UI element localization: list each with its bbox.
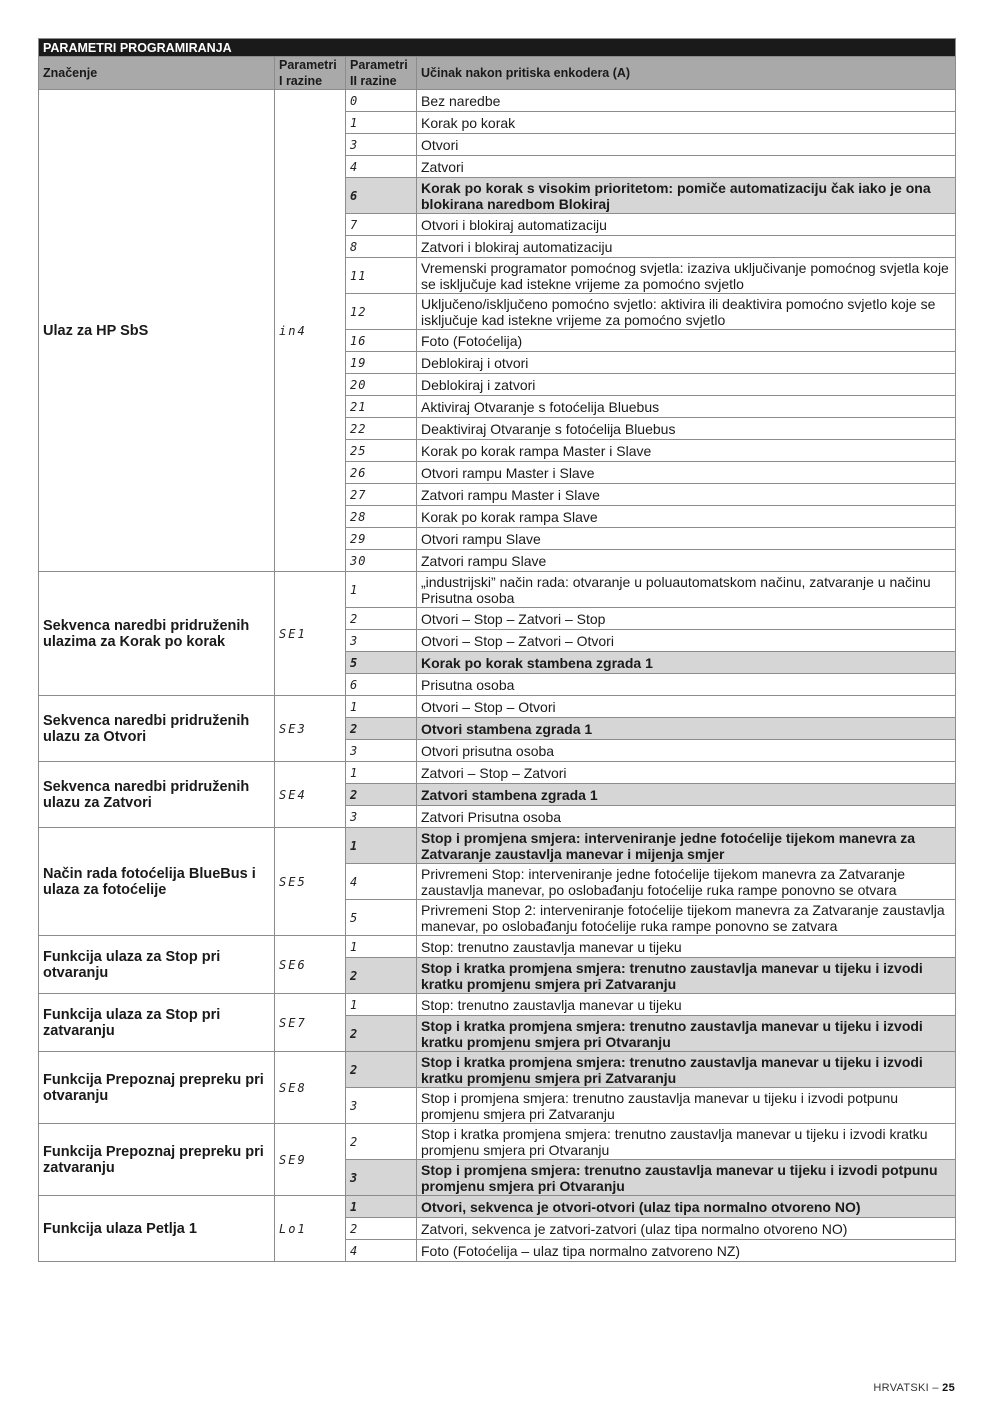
level2-parameter-code: 2 [346, 1218, 417, 1240]
level2-parameter-code: 2 [346, 1124, 417, 1160]
level2-parameter-code: 1 [346, 572, 417, 608]
effect-description: Otvori – Stop – Zatvori – Otvori [417, 630, 956, 652]
effect-description: Stop: trenutno zaustavlja manevar u tijeku [417, 994, 956, 1016]
effect-description: Zatvori stambena zgrada 1 [417, 784, 956, 806]
level2-parameter-code: 1 [346, 828, 417, 864]
level2-parameter-code: 3 [346, 630, 417, 652]
level2-parameter-code: 3 [346, 740, 417, 762]
level2-parameter-code: 25 [346, 440, 417, 462]
effect-description: Vremenski programator pomoćnog svjetla: izaziva uključivanje pomoćnog svjetla koje se isključuje kad istekne vrijeme za pomoćno svjetlo [417, 258, 956, 294]
table-row [39, 1124, 956, 1160]
level2-parameter-code: 29 [346, 528, 417, 550]
table-row [39, 994, 956, 1016]
table-body [39, 90, 956, 1262]
parameter-meaning: Funkcija ulaza Petlja 1 [39, 1196, 275, 1262]
effect-description: Stop i kratka promjena smjera: trenutno zaustavlja manevar u tijeku i izvodi kratku promjenu smjera pri Otvaranju [417, 1124, 956, 1160]
column-header-effect: Učinak nakon pritiska enkodera (A) [417, 57, 956, 90]
effect-description: Deblokiraj i zatvori [417, 374, 956, 396]
effect-description: Otvori, sekvenca je otvori-otvori (ulaz tipa normalno otvoreno NO) [417, 1196, 956, 1218]
effect-description: Stop i kratka promjena smjera: trenutno zaustavlja manevar u tijeku i izvodi kratku promjenu smjera pri Zatvaranju [417, 958, 956, 994]
effect-description: Zatvori i blokiraj automatizaciju [417, 236, 956, 258]
effect-description: Stop i promjena smjera: trenutno zaustavlja manevar u tijeku i izvodi potpunu promjenu smjera pri Zatvaranju [417, 1088, 956, 1124]
table-row [39, 90, 956, 112]
effect-description: „industrijski” način rada: otvaranje u poluautomatskom načinu, zatvaranje u načinu Prisutna osoba [417, 572, 956, 608]
effect-description: Korak po korak stambena zgrada 1 [417, 652, 956, 674]
level2-parameter-code: 27 [346, 484, 417, 506]
page-footer [873, 1382, 955, 1394]
effect-description: Aktiviraj Otvaranje s fotoćelija Bluebus [417, 396, 956, 418]
level2-parameter-code: 21 [346, 396, 417, 418]
effect-description: Zatvori rampu Master i Slave [417, 484, 956, 506]
effect-description: Stop i kratka promjena smjera: trenutno zaustavlja manevar u tijeku i izvodi kratku promjenu smjera pri Otvaranju [417, 1016, 956, 1052]
effect-description: Privremeni Stop 2: interveniranje fotoćelije tijekom manevra za Zatvaranje zaustavlja manevar, po oslobađanju fotoćelije ruka rampe ponovno se zatvara [417, 900, 956, 936]
level2-parameter-code: 5 [346, 900, 417, 936]
effect-description: Zatvori – Stop – Zatvori [417, 762, 956, 784]
effect-description: Prisutna osoba [417, 674, 956, 696]
parameter-meaning: Funkcija Prepoznaj prepreku pri zatvaranju [39, 1124, 275, 1196]
parameter-meaning: Sekvenca naredbi pridruženih ulazu za Zatvori [39, 762, 275, 828]
column-header-meaning: Značenje [39, 57, 275, 90]
effect-description: Foto (Fotoćelija) [417, 330, 956, 352]
effect-description: Zatvori rampu Slave [417, 550, 956, 572]
effect-description: Stop i promjena smjera: trenutno zaustavlja manevar u tijeku i izvodi potpunu promjenu smjera pri Otvaranju [417, 1160, 956, 1196]
level2-parameter-code: 1 [346, 112, 417, 134]
level2-parameter-code: 4 [346, 864, 417, 900]
effect-description: Stop: trenutno zaustavlja manevar u tijeku [417, 936, 956, 958]
footer-separator: – [929, 1382, 943, 1394]
level2-parameter-code: 30 [346, 550, 417, 572]
level1-parameter-code: SE9 [275, 1124, 346, 1196]
effect-description: Otvori rampu Slave [417, 528, 956, 550]
level2-parameter-code: 1 [346, 936, 417, 958]
page-number: 25 [942, 1382, 955, 1394]
effect-description: Otvori stambena zgrada 1 [417, 718, 956, 740]
column-header-level1: Parametri I razine [275, 57, 346, 90]
parameter-meaning: Funkcija ulaza za Stop pri zatvaranju [39, 994, 275, 1052]
level1-parameter-code: SE4 [275, 762, 346, 828]
effect-description: Zatvori, sekvenca je zatvori-zatvori (ulaz tipa normalno otvoreno NO) [417, 1218, 956, 1240]
effect-description: Uključeno/isključeno pomoćno svjetlo: aktivira ili deaktivira pomoćno svjetlo koje se isključuje kad istekne vrijeme za pomoćno svjetlo [417, 294, 956, 330]
effect-description: Korak po korak rampa Slave [417, 506, 956, 528]
table-row [39, 1052, 956, 1088]
effect-description: Otvori – Stop – Otvori [417, 696, 956, 718]
parameter-meaning: Funkcija Prepoznaj prepreku pri otvaranju [39, 1052, 275, 1124]
level2-parameter-code: 3 [346, 1088, 417, 1124]
level2-parameter-code: 28 [346, 506, 417, 528]
level2-parameter-code: 22 [346, 418, 417, 440]
level2-parameter-code: 3 [346, 134, 417, 156]
level1-parameter-code: SE6 [275, 936, 346, 994]
table-row [39, 762, 956, 784]
parameter-meaning: Način rada fotoćelija BlueBus i ulaza za fotoćelije [39, 828, 275, 936]
parameter-meaning: Ulaz za HP SbS [39, 90, 275, 572]
level2-parameter-code: 1 [346, 762, 417, 784]
level2-parameter-code: 16 [346, 330, 417, 352]
effect-description: Deaktiviraj Otvaranje s fotoćelija Bluebus [417, 418, 956, 440]
column-header-level2: Parametri II razine [346, 57, 417, 90]
level2-parameter-code: 1 [346, 1196, 417, 1218]
effect-description: Stop i promjena smjera: interveniranje jedne fotoćelije tijekom manevra za Zatvaranje zaustavlja manevar i mijenja smjer [417, 828, 956, 864]
level1-parameter-code: SE8 [275, 1052, 346, 1124]
effect-description: Stop i kratka promjena smjera: trenutno zaustavlja manevar u tijeku i izvodi kratku promjenu smjera pri Zatvaranju [417, 1052, 956, 1088]
level2-parameter-code: 8 [346, 236, 417, 258]
level1-parameter-code: Lo1 [275, 1196, 346, 1262]
level2-parameter-code: 0 [346, 90, 417, 112]
table-row [39, 1196, 956, 1218]
level2-parameter-code: 2 [346, 1052, 417, 1088]
effect-description: Korak po korak [417, 112, 956, 134]
level2-parameter-code: 4 [346, 1240, 417, 1262]
effect-description: Otvori – Stop – Zatvori – Stop [417, 608, 956, 630]
level2-parameter-code: 12 [346, 294, 417, 330]
level1-parameter-code: in4 [275, 90, 346, 572]
level2-parameter-code: 5 [346, 652, 417, 674]
effect-description: Otvori i blokiraj automatizaciju [417, 214, 956, 236]
level2-parameter-code: 2 [346, 1016, 417, 1052]
effect-description: Korak po korak rampa Master i Slave [417, 440, 956, 462]
table-row [39, 696, 956, 718]
effect-description: Privremeni Stop: interveniranje jedne fotoćelije tijekom manevra za Zatvaranje zaustavlja manevar, po oslobađanju fotoćelije ruka rampe ponovno se otvara [417, 864, 956, 900]
footer-language: HRVATSKI [873, 1382, 930, 1394]
level2-parameter-code: 2 [346, 958, 417, 994]
level1-parameter-code: SE5 [275, 828, 346, 936]
level2-parameter-code: 6 [346, 178, 417, 214]
table-row [39, 936, 956, 958]
level2-parameter-code: 2 [346, 608, 417, 630]
level1-parameter-code: SE1 [275, 572, 346, 696]
programming-parameters-table [38, 38, 956, 1262]
level2-parameter-code: 6 [346, 674, 417, 696]
level2-parameter-code: 19 [346, 352, 417, 374]
level2-parameter-code: 3 [346, 1160, 417, 1196]
table-row [39, 828, 956, 864]
effect-description: Zatvori [417, 156, 956, 178]
table-title: PARAMETRI PROGRAMIRANJA [39, 39, 956, 57]
parameter-meaning: Funkcija ulaza za Stop pri otvaranju [39, 936, 275, 994]
level2-parameter-code: 7 [346, 214, 417, 236]
table-row [39, 572, 956, 608]
effect-description: Zatvori Prisutna osoba [417, 806, 956, 828]
effect-description: Otvori [417, 134, 956, 156]
level2-parameter-code: 2 [346, 784, 417, 806]
effect-description: Otvori prisutna osoba [417, 740, 956, 762]
effect-description: Foto (Fotoćelija – ulaz tipa normalno zatvoreno NZ) [417, 1240, 956, 1262]
parameter-meaning: Sekvenca naredbi pridruženih ulazima za Korak po korak [39, 572, 275, 696]
level2-parameter-code: 20 [346, 374, 417, 396]
effect-description: Deblokiraj i otvori [417, 352, 956, 374]
level2-parameter-code: 1 [346, 696, 417, 718]
level2-parameter-code: 26 [346, 462, 417, 484]
effect-description: Bez naredbe [417, 90, 956, 112]
level2-parameter-code: 2 [346, 718, 417, 740]
level2-parameter-code: 11 [346, 258, 417, 294]
level1-parameter-code: SE7 [275, 994, 346, 1052]
parameter-meaning: Sekvenca naredbi pridruženih ulazu za Otvori [39, 696, 275, 762]
level2-parameter-code: 1 [346, 994, 417, 1016]
effect-description: Otvori rampu Master i Slave [417, 462, 956, 484]
level2-parameter-code: 3 [346, 806, 417, 828]
effect-description: Korak po korak s visokim prioritetom: pomiče automatizaciju čak iako je ona blokirana naredbom Blokiraj [417, 178, 956, 214]
level1-parameter-code: SE3 [275, 696, 346, 762]
level2-parameter-code: 4 [346, 156, 417, 178]
